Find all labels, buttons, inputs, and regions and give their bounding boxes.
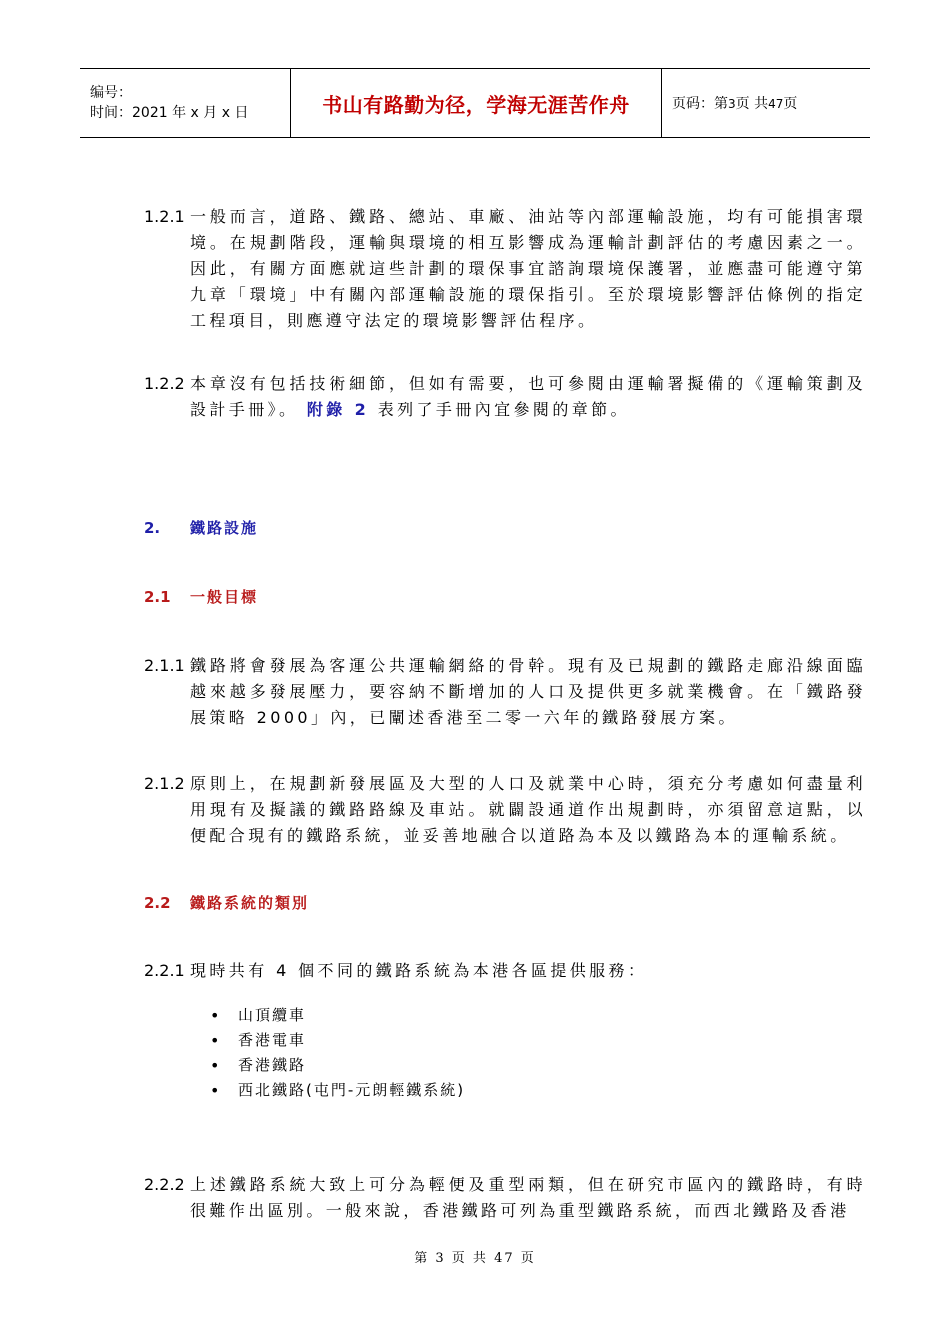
list-item: • 香港鐵路 [210,1053,465,1078]
paragraph-number: 1.2.1 [144,207,185,226]
paragraph-text: 原則上，在規劃新發展區及大型的人口及就業中心時，須充分考慮如何盡量利用現有及擬議的鐵路路線及車站。就闢設通道作出規劃時，亦須留意這點，以便配合現有的鐵路系統，並妥善地融合以道路為本及以鐵路為本的運輸系統。 [190,774,866,845]
footer-current-page: 3 [435,1251,446,1266]
paragraph-number: 2.2.2 [144,1175,185,1194]
paragraph-2-2-2 [144,1172,866,1224]
paragraph-2-1-1 [144,653,866,731]
paragraph-number: 2.2.1 [144,961,185,980]
paragraph-1-2-2 [144,371,866,423]
footer-suffix: 页 [520,1251,536,1266]
header-motto [291,69,662,137]
page-footer [0,1247,950,1266]
page-suffix: 页 [783,96,798,112]
list-item: • 西北鐵路(屯門-元朗輕鐵系統) [210,1078,465,1103]
page-prefix: 页码：第 [672,96,728,112]
paragraph-text-before: 本章沒有包括技術細節，但如有需要，也可參閱由運輸署擬備的《運輸策劃及設計手冊》。 [190,374,866,419]
railway-systems-list [210,1003,465,1103]
paragraph-text-after: 表列了手冊內宜參閱的章節。 [377,400,630,419]
paragraph-2-2-1 [144,958,866,984]
section-heading-2-1 [144,586,258,607]
document-date: 时间：2021 年 x 月 x 日 [90,105,249,121]
footer-prefix: 第 [414,1251,430,1266]
section-number: 2.2 [144,894,171,912]
paragraph-text: 一般而言，道路、鐵路、總站、車廠、油站等內部運輸設施，均有可能損害環境。在規劃階段，運輸與環境的相互影響成為運輸計劃評估的考慮因素之一。因此，有關方面應就這些計劃的環保事宜諮詢環境保護署，並應盡可能遵守第九章「環境」中有關內部運輸設施的環保指引。至於環境影響評估條例的指定工程項目，則應遵守法定的環境影響評估程序。 [190,207,866,330]
paragraph-number: 2.1.1 [144,656,185,675]
section-heading-2-2 [144,892,309,913]
section-number: 2. [144,519,161,537]
section-title: 鐵路設施 [190,519,259,537]
appendix-reference-link[interactable]: 附錄 2 [306,400,370,419]
paragraph-text [190,371,866,423]
paragraph-text: 現時共有 4 個不同的鐵路系統為本港各區提供服務： [190,961,648,980]
section-number: 2.1 [144,588,171,606]
motto-text: 书山有路勤为径，学海无涯苦作舟 [322,92,630,117]
page-mid: 页 共 [735,96,769,112]
paragraph-1-2-1 [144,204,866,334]
page-header [80,68,870,138]
document-number-label: 编号： [90,85,132,101]
list-item: • 香港電車 [210,1028,465,1053]
list-item: • 山頂纜車 [210,1003,465,1028]
section-title: 鐵路系統的類別 [190,894,310,912]
paragraph-text: 鐵路將會發展為客運公共運輸網絡的骨幹。現有及已規劃的鐵路走廊沿線面臨越來越多發展壓力，要容納不斷增加的人口及提供更多就業機會。在「鐵路發展策略 2000」內，已闡述香港至二零一六年的鐵路發展方案。 [190,656,866,727]
page-current: 3 [728,97,736,111]
paragraph-2-1-2 [144,771,866,849]
page-total: 47 [768,97,784,111]
footer-total-pages: 47 [494,1251,515,1266]
section-title: 一般目標 [190,588,259,606]
header-meta [80,69,291,137]
paragraph-number: 2.1.2 [144,774,185,793]
section-heading-2 [144,517,258,538]
paragraph-text: 上述鐵路系統大致上可分為輕便及重型兩類，但在研究市區內的鐵路時，有時很難作出區別。一般來說，香港鐵路可列為重型鐵路系統，而西北鐵路及香港 [190,1175,866,1220]
header-page-counter [662,69,870,137]
paragraph-number: 1.2.2 [144,374,185,393]
footer-mid: 页 共 [451,1251,488,1266]
